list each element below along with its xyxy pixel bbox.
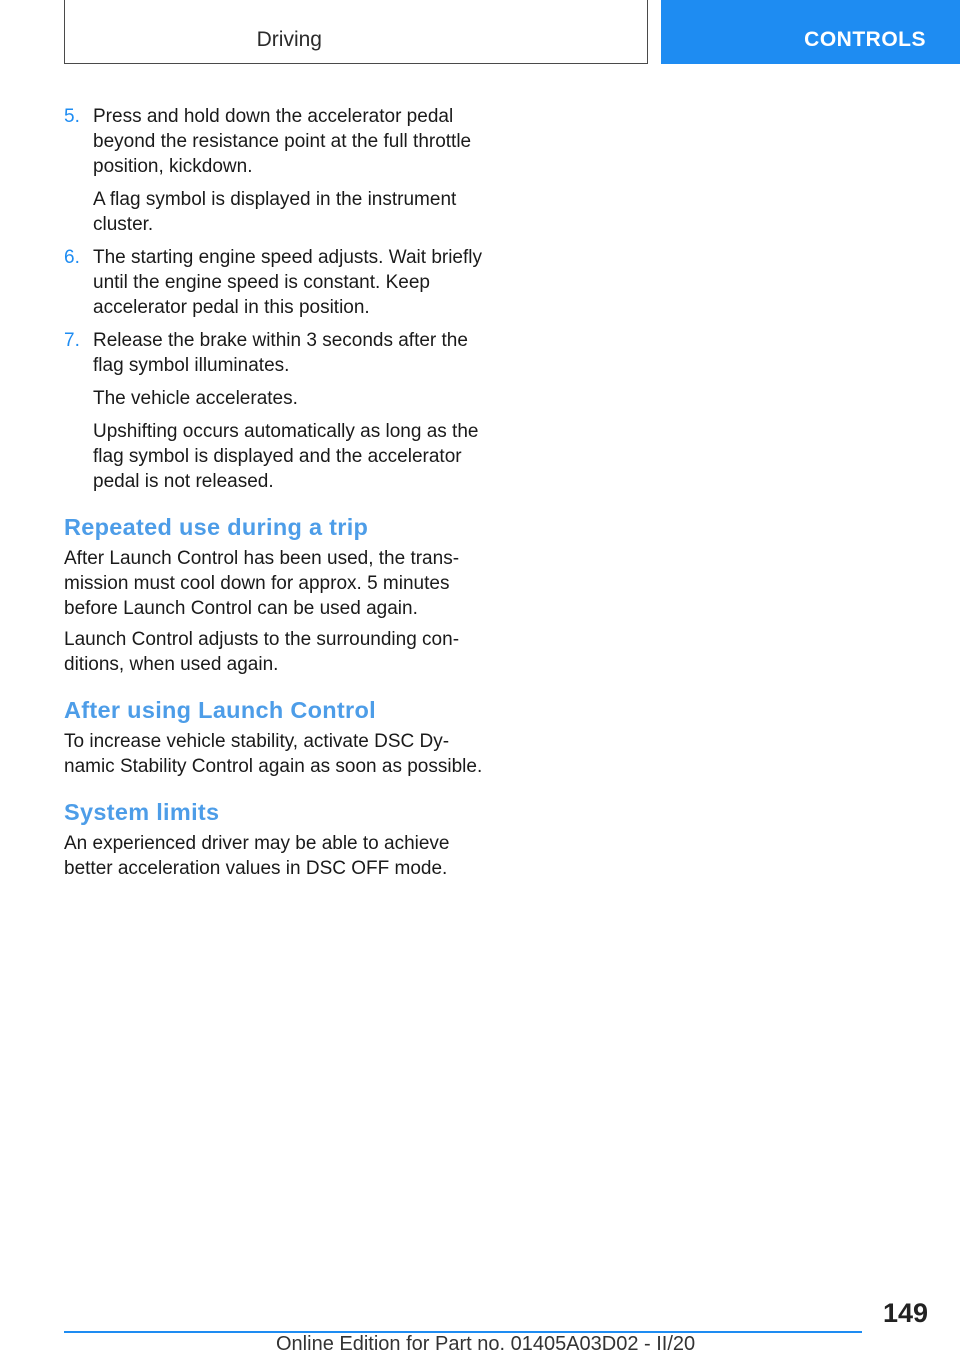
step-text: Upshifting occurs automatically as long as the flag symbol is displayed and the accelerator pedal is not released. (93, 421, 479, 492)
section-paragraph: Launch Control adjusts to the surrounding con-ditions, when used again. (64, 629, 460, 675)
section-paragraph: To increase vehicle stability, activate DSC Dy-namic Stability Control again as soon as possible. (64, 731, 483, 777)
section-heading: System limits (64, 799, 220, 825)
main-content (64, 104, 484, 887)
section-paragraph: An experienced driver may be able to achieve better acceleration values in DSC OFF mode. (64, 833, 450, 879)
header-chapter-tab (661, 0, 960, 64)
step-text: Release the brake within 3 seconds after the flag symbol illuminates. (93, 330, 468, 376)
header-chapter-title: CONTROLS (804, 28, 926, 51)
step-number: 7. (64, 330, 80, 351)
section-heading: Repeated use during a trip (64, 514, 369, 540)
step-number: 5. (64, 106, 80, 127)
section-heading: After using Launch Control (64, 697, 376, 723)
step-text: A flag symbol is displayed in the instrument cluster. (93, 189, 457, 235)
step-text: The vehicle accelerates. (93, 388, 298, 409)
step-text: The starting engine speed adjusts. Wait briefly until the engine speed is constant. Keep accelerator pedal in this position. (93, 247, 482, 318)
step-number: 6. (64, 247, 80, 268)
header-section-box (64, 0, 648, 64)
header-section-title: Driving (256, 28, 322, 51)
page-number: 149 (882, 1298, 928, 1328)
footer-edition-text: Online Edition for Part no. 01405A03D02 - II/20 (276, 1333, 696, 1355)
section-paragraph: After Launch Control has been used, the trans-mission must cool down for approx. 5 minutes before Launch Control can be used again. (64, 548, 460, 619)
step-item (64, 104, 484, 237)
step-item (64, 245, 484, 320)
step-text: Press and hold down the accelerator pedal beyond the resistance point at the full throttle position, kickdown. (93, 106, 472, 177)
step-item (64, 328, 484, 494)
